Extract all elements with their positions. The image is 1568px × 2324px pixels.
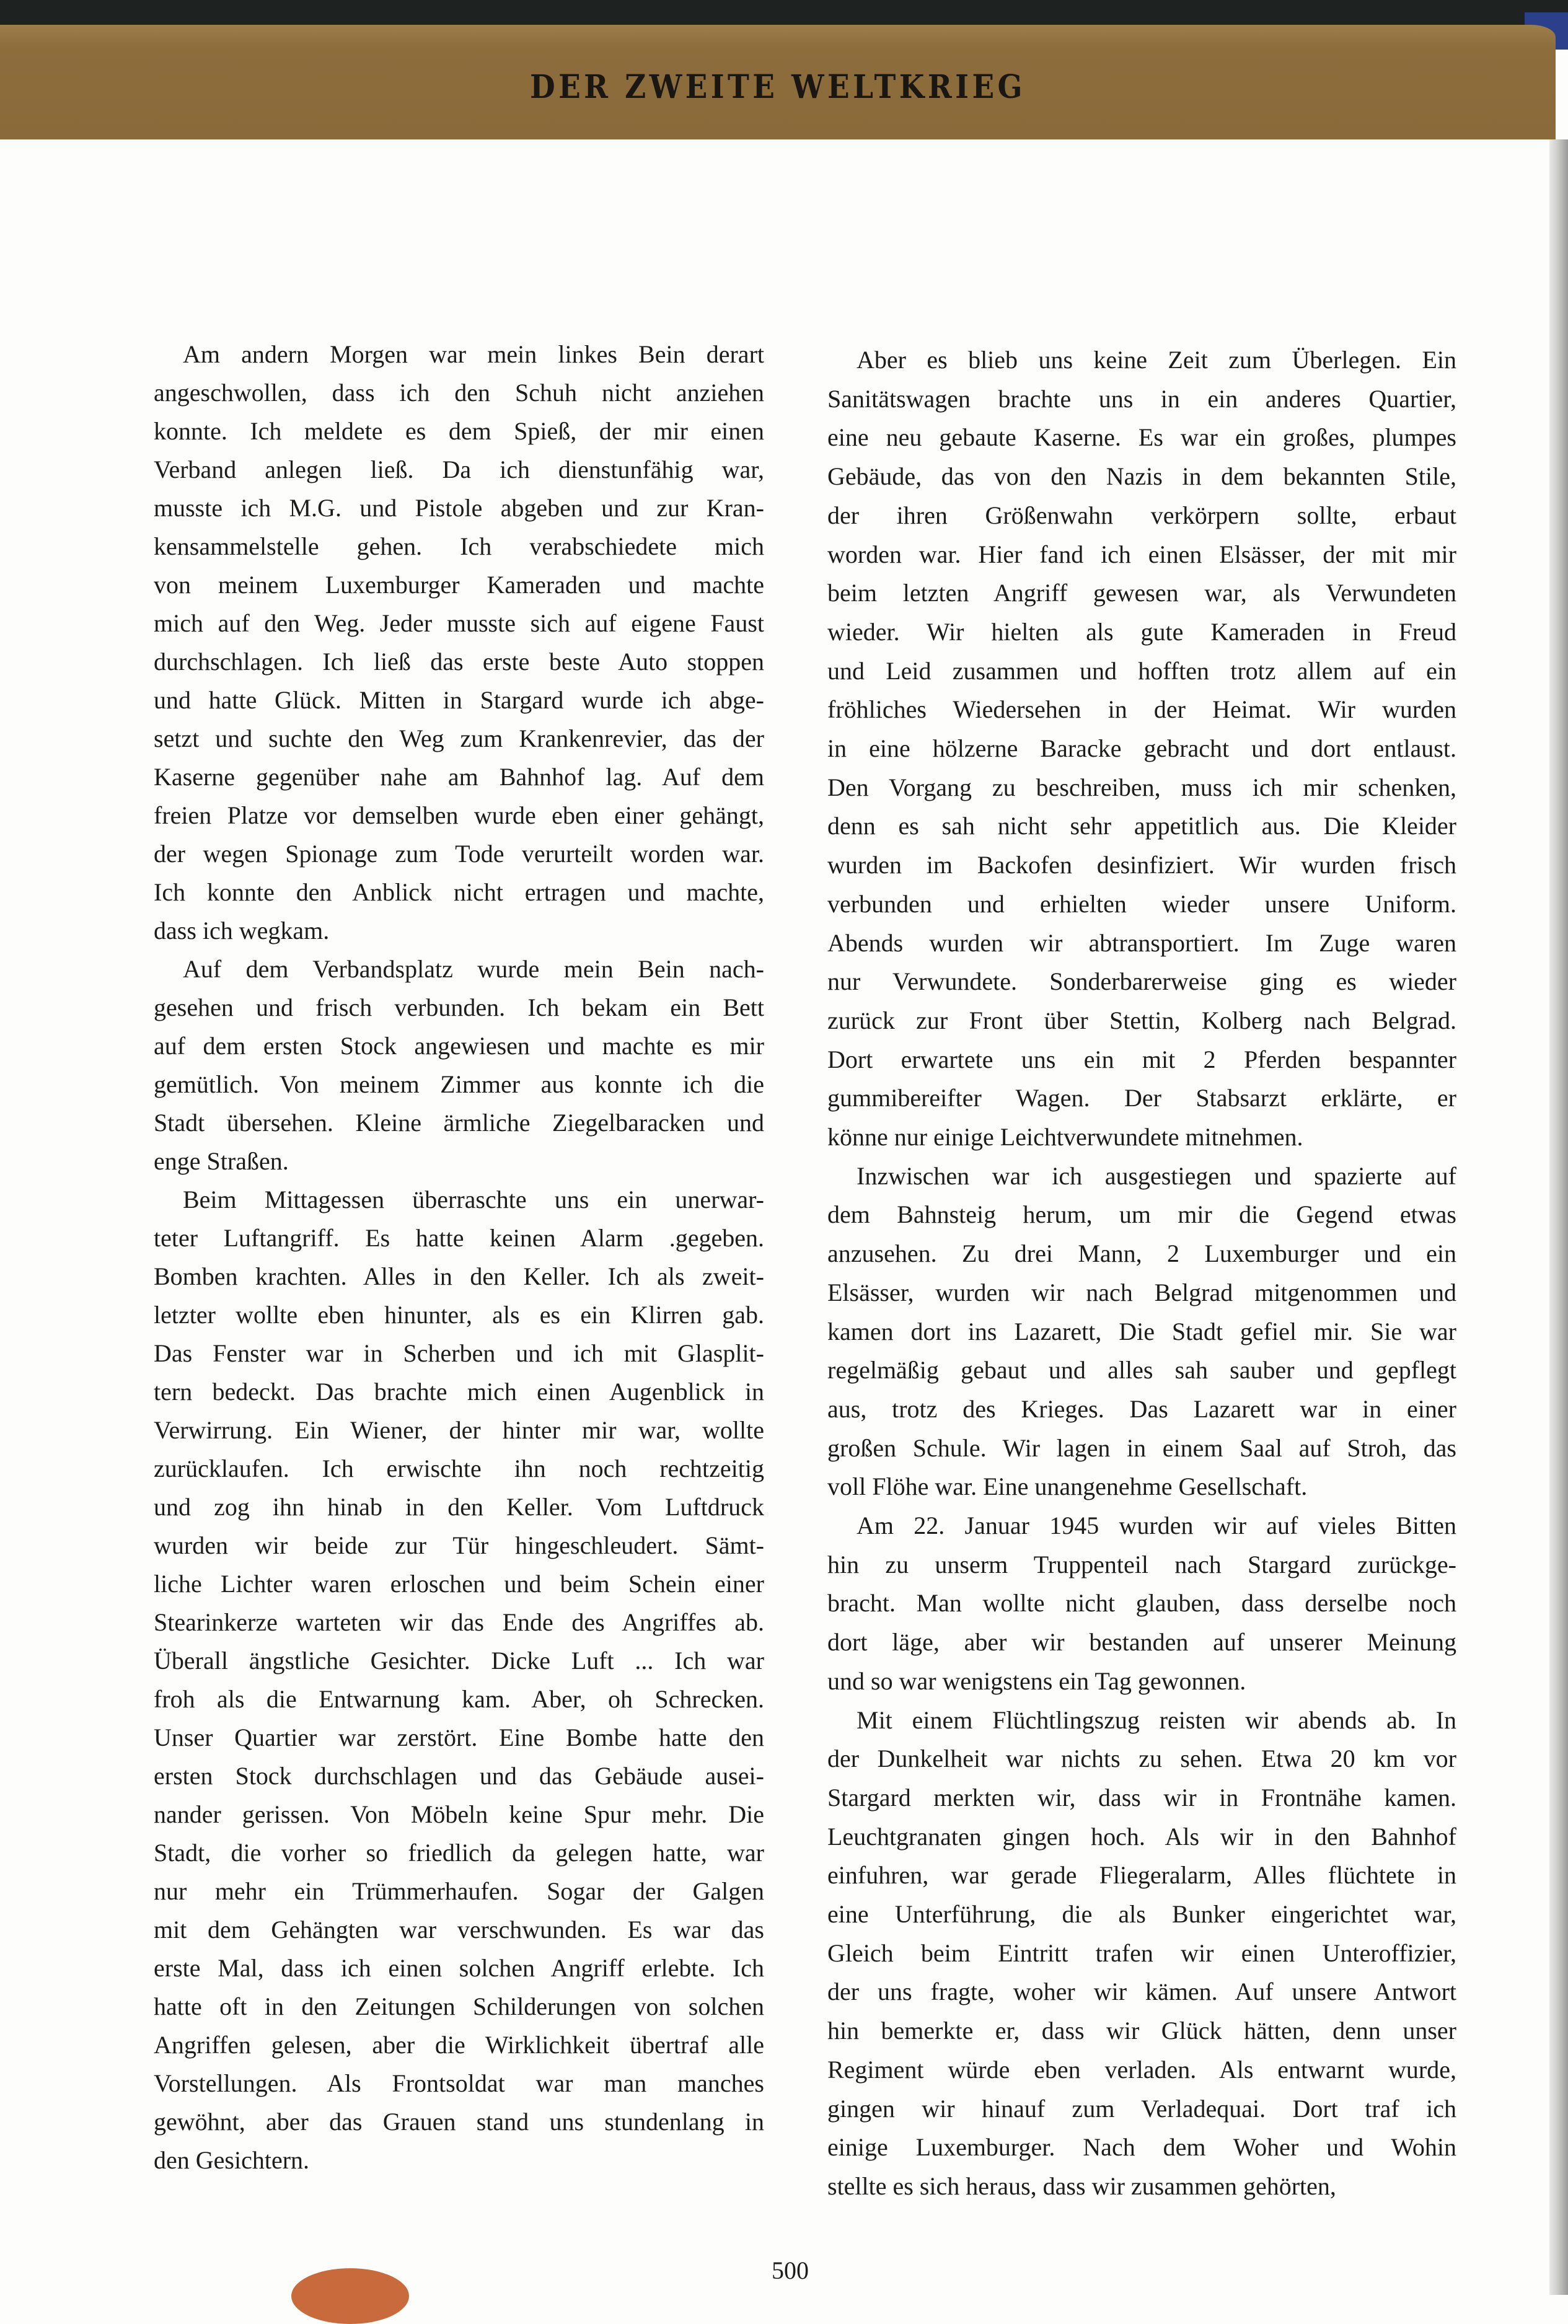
text-line: beim letzten Angriff gewesen war, als Verwundeten [827, 579, 1456, 607]
page-number: 500 [772, 2256, 809, 2284]
text-line: Leuchtgranaten gingen hoch. Als wir in den Bahnhof [827, 1822, 1456, 1851]
text-line: nander gerissen. Von Möbeln keine Spur mehr. Die [154, 1800, 764, 1828]
text-line: und Leid zusammen und hofften trotz allem auf ein [827, 656, 1456, 685]
text-line: Abends wurden wir abtransportiert. Im Zuge waren [827, 928, 1456, 957]
text-line: großen Schule. Wir lagen in einem Saal auf Stroh, das [827, 1433, 1456, 1462]
text-line: Angriffen gelesen, aber die Wirklichkeit übertraf alle [154, 2031, 764, 2059]
text-line: gemütlich. Von meinem Zimmer aus konnte ich die [154, 1070, 764, 1098]
text-line: kamen dort ins Lazarett, Die Stadt gefiel mir. Sie war [827, 1317, 1456, 1345]
text-line: Stearinkerze warteten wir das Ende des Angriffes ab. [154, 1608, 764, 1636]
text-line: kensammelstelle gehen. Ich verabschiedete mich [154, 532, 764, 560]
text-line: gewöhnt, aber das Grauen stand uns stundenlang in [154, 2108, 764, 2136]
text-line: dass ich wegkam. [154, 917, 330, 944]
text-line: Am andern Morgen war mein linkes Bein derart [183, 340, 764, 368]
text-line: enge Straßen. [154, 1147, 289, 1175]
text-line: anzusehen. Zu drei Mann, 2 Luxemburger und ein [827, 1239, 1456, 1268]
text-line: hin bemerkte er, dass wir Glück hätten, denn unser [827, 2017, 1456, 2045]
text-line: eine neu gebaute Kaserne. Es war ein großes, plumpes [827, 423, 1456, 452]
text-line: musste ich M.G. und Pistole abgeben und zur Kran- [154, 494, 764, 522]
text-line: Auf dem Verbandsplatz wurde mein Bein nach- [183, 955, 764, 983]
text-line: Am 22. Januar 1945 wurden wir auf vieles Bitten [857, 1512, 1456, 1539]
text-line: setzt und suchte den Weg zum Krankenrevier, das der [154, 724, 764, 752]
text-line: mit dem Gehängten war verschwunden. Es war das [154, 1916, 764, 1943]
text-line: hatte oft in den Zeitungen Schilderungen von solchen [154, 1992, 764, 2020]
text-line: Bomben krachten. Alles in den Keller. Ich als zweit- [154, 1262, 764, 1290]
text-line: regelmäßig gebaut und alles sah sauber und gepflegt [827, 1356, 1456, 1384]
text-line: Gleich beim Eintritt trafen wir einen Unteroffizier, [827, 1939, 1456, 1967]
text-line: voll Flöhe war. Eine unangenehme Gesellschaft. [827, 1472, 1308, 1501]
text-line: Aber es blieb uns keine Zeit zum Überlegen. Ein [857, 346, 1456, 374]
text-line: fröhliches Wiedersehen in der Heimat. Wir wurden [827, 695, 1456, 724]
text-line: angeschwollen, dass ich den Schuh nicht anziehen [154, 379, 764, 407]
text-line: gummibereifter Wagen. Der Stabsarzt erklärte, er [827, 1084, 1456, 1112]
text-line: Den Vorgang zu beschreiben, muss ich mir schenken, [827, 773, 1456, 801]
text-line: Das Fenster war in Scherben und ich mit Glasplit- [154, 1339, 764, 1367]
text-line: Dort erwartete uns ein mit 2 Pferden bespannter [827, 1045, 1456, 1073]
text-line: tern bedeckt. Das brachte mich einen Augenblick in [154, 1378, 764, 1406]
text-line: Stadt, die vorher so friedlich da gelegen hatte, war [154, 1839, 764, 1867]
text-line: Beim Mittagessen überraschte uns ein unerwar- [183, 1186, 764, 1213]
text-line: Regiment würde eben verladen. Als entwarnt wurde, [827, 2055, 1456, 2084]
text-line: Stargard merkten wir, dass wir in Frontnähe kamen. [827, 1783, 1456, 1811]
text-line: Stadt übersehen. Kleine ärmliche Ziegelbaracken und [154, 1109, 764, 1137]
text-line: Mit einem Flüchtlingszug reisten wir abends ab. In [857, 1706, 1456, 1734]
text-line: und hatte Glück. Mitten in Stargard wurde ich abge- [154, 686, 764, 714]
text-line: denn es sah nicht sehr appetitlich aus. Die Kleider [827, 812, 1456, 840]
text-line: zurücklaufen. Ich erwischte ihn noch rechtzeitig [154, 1455, 764, 1482]
text-line: gesehen und frisch verbunden. Ich bekam ein Bett [154, 993, 764, 1021]
text-line: Ich konnte den Anblick nicht ertragen und machte, [154, 878, 764, 906]
text-line: hin zu unserm Truppenteil nach Stargard zurückge- [827, 1550, 1456, 1578]
text-line: ersten Stock durchschlagen und das Gebäude ausei- [154, 1762, 764, 1790]
text-line: den Gesichtern. [154, 2146, 310, 2174]
text-line: liche Lichter waren erloschen und beim Schein einer [154, 1570, 764, 1598]
text-line: nur mehr ein Trümmerhaufen. Sogar der Galgen [154, 1877, 764, 1905]
text-line: bracht. Man wollte nicht glauben, dass derselbe noch [827, 1589, 1456, 1618]
text-line: letzter wollte eben hinunter, als es ein Klirren gab. [154, 1301, 764, 1329]
text-line: teter Luftangriff. Es hatte keinen Alarm .gegeben. [154, 1224, 764, 1252]
text-line: erste Mal, dass ich einen solchen Angriff erlebte. Ich [154, 1954, 764, 1982]
text-line: der wegen Spionage zum Tode verurteilt worden war. [154, 840, 764, 868]
text-line: Unser Quartier war zerstört. Eine Bombe hatte den [154, 1723, 764, 1751]
text-line: stellte es sich heraus, dass wir zusammen gehörten, [827, 2172, 1336, 2200]
text-line: aus, trotz des Krieges. Das Lazarett war in einer [827, 1394, 1456, 1423]
text-line: Inzwischen war ich ausgestiegen und spazierte auf [857, 1161, 1456, 1190]
text-line: worden war. Hier fand ich einen Elsässer, der mit mir [827, 540, 1456, 568]
text-line: der ihren Größenwahn verkörpern sollte, erbaut [827, 501, 1456, 529]
text-line: einige Luxemburger. Nach dem Woher und Wohin [827, 2133, 1456, 2162]
text-line: Vorstellungen. Als Frontsoldat war man manches [154, 2069, 764, 2097]
thumb-in-scan [291, 2268, 409, 2324]
text-line: von meinem Luxemburger Kameraden und machte [154, 571, 764, 599]
text-line: verbunden und erhielten wieder unsere Uniform. [827, 889, 1456, 918]
text-line: wurden im Backofen desinfiziert. Wir wurden frisch [827, 851, 1456, 879]
text-line: einfuhren, war gerade Fliegeralarm, Alles flüchtete in [827, 1861, 1456, 1890]
text-line: durchschlagen. Ich ließ das erste beste Auto stoppen [154, 648, 764, 676]
text-line: auf dem ersten Stock angewiesen und machte es mir [154, 1032, 764, 1060]
running-header-title: DER ZWEITE WELTKRIEG [530, 68, 1026, 106]
text-line: mich auf den Weg. Jeder musste sich auf eigene Faust [154, 609, 764, 637]
text-line: Verwirrung. Ein Wiener, der hinter mir war, wollte [154, 1416, 764, 1444]
text-line: Kaserne gegenüber nahe am Bahnhof lag. Auf dem [154, 763, 764, 791]
text-line: der Dunkelheit war nichts zu sehen. Etwa 20 km vor [827, 1745, 1456, 1773]
text-line: dem Bahnsteig herum, um mir die Gegend etwas [827, 1200, 1456, 1229]
text-line: in eine hölzerne Baracke gebracht und dort entlaust. [827, 734, 1456, 762]
text-line: der uns fragte, woher wir kämen. Auf unsere Antwort [827, 1978, 1456, 2006]
text-line: und zog ihn hinab in den Keller. Vom Luftdruck [154, 1493, 764, 1521]
text-line: nur Verwundete. Sonderbarerweise ging es wieder [827, 967, 1456, 996]
text-line: und so war wenigstens ein Tag gewonnen. [827, 1666, 1246, 1695]
text-line: gingen wir hinauf zum Verladequai. Dort traf ich [827, 2094, 1456, 2123]
text-line: Sanitätswagen brachte uns in ein anderes Quartier, [827, 384, 1456, 413]
text-line: zurück zur Front über Stettin, Kolberg nach Belgrad. [827, 1006, 1456, 1034]
text-line: dort läge, aber wir bestanden auf unserer Meinung [827, 1628, 1456, 1657]
text-line: könne nur einige Leichtverwundete mitnehmen. [827, 1123, 1303, 1151]
text-line: froh als die Entwarnung kam. Aber, oh Schrecken. [154, 1685, 764, 1713]
text-line: wieder. Wir hielten als gute Kameraden in Freud [827, 617, 1456, 646]
text-line: Gebäude, das von den Nazis in dem bekannten Stile, [827, 462, 1456, 491]
text-line: freien Platze vor demselben wurde eben einer gehängt, [154, 801, 764, 829]
text-line: konnte. Ich meldete es dem Spieß, der mir einen [154, 417, 764, 445]
page-edge [1549, 139, 1568, 2295]
text-line: Überall ängstliche Gesichter. Dicke Luft ... Ich war [154, 1647, 764, 1675]
text-line: Verband anlegen ließ. Da ich dienstunfähig war, [154, 456, 764, 483]
text-line: Elsässer, wurden wir nach Belgrad mitgenommen und [827, 1278, 1456, 1306]
text-line: eine Unterführung, die als Bunker eingerichtet war, [827, 1900, 1456, 1928]
text-line: wurden wir beide zur Tür hingeschleudert. Sämt- [154, 1531, 764, 1559]
